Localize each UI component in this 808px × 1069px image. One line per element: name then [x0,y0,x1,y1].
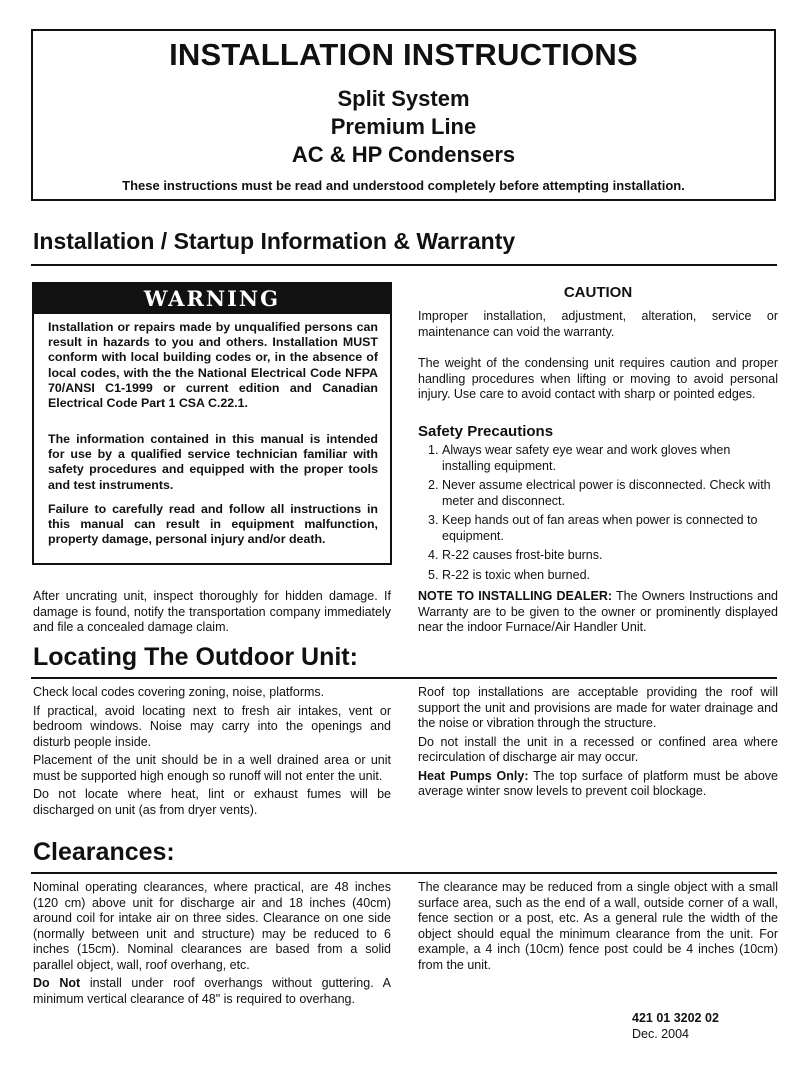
list-item [428,443,778,474]
list-item [428,478,778,509]
subtitle-line-2: Premium Line [330,114,477,139]
caution-paragraph: The weight of the condensing unit requires caution and proper handling procedures when lifting or moving to avoid personal injury. Use care to avoid contact with sharp or pointed edges. [418,356,778,401]
section-heading-locating: Locating The Outdoor Unit: [33,643,358,671]
heat-pump-label: Heat Pumps Only: [418,768,529,783]
warning-box [32,282,392,565]
warning-paragraph: Installation or repairs made by unqualified persons can result in hazards to you and others. Installation MUST conform with local building codes or, in the absence of local codes, with the the National Electrical Code NFPA 70/ANSI C1-1999 or current edition and Canadian Electrical Code Part 1 CSA C.22.1. [48,320,378,411]
clearances-left-column [33,880,391,1010]
paragraph: Do not locate where heat, lint or exhaust fumes will be discharged on unit (as from dryer vents). [33,787,391,817]
paragraph: Do not install the unit in a recessed or confined area where recirculation of discharge air may occur. [418,734,778,764]
item-text: Never assume electrical power is disconnected. Check with meter and disconnect. [442,478,771,508]
dealer-note-text: The Owners Instructions and Warranty are to be given to the owner or prominently displayed near the indoor Furnace/Air Handler Unit. [418,589,778,634]
item-number: 4. [428,548,439,562]
section-rule [31,872,777,874]
list-item [428,548,778,564]
read-instructions-notice: These instructions must be read and understood completely before attempting installation. [122,178,685,193]
caution-title: CAUTION [563,284,633,301]
uncrating-text: After uncrating unit, inspect thoroughly for hidden damage. If damage is found, notify the transportation company immediately and file a concealed damage claim. [33,589,391,634]
clearances-right-column [418,880,778,976]
do-not-label: Do Not [33,976,81,990]
item-text: R-22 is toxic when burned. [442,567,590,582]
title-box [31,29,776,201]
section-rule [31,677,777,679]
item-text: R-22 causes frost-bite burns. [442,548,603,562]
heat-pump-text: The top surface of platform must be above average winter snow levels to prevent coil blockage. [418,768,778,798]
document-number: 421 01 3202 02 [632,1011,719,1025]
do-not-paragraph [33,976,391,1007]
safety-precautions-list [428,443,778,587]
heat-pump-paragraph [418,769,778,800]
list-item [428,513,778,544]
paragraph: Nominal operating clearances, where practical, are 48 inches (120 cm) above unit for discharge air and 18 inches (40cm) around coil for intake air on three sides. Clearance on one side (normally between unit and structure) may be reduced to 6 inches (15cm). Nominal clearances are based from a solid parallel object, wall, roof overhang, etc. [33,880,391,972]
caution-paragraph: Improper installation, adjustment, alteration, service or maintenance can void the warranty. [418,309,778,339]
list-item [428,568,778,584]
subtitle-line-1: Split System [337,86,470,111]
item-number: 5. [428,567,439,582]
subtitle-line-3: AC & HP Condensers [291,142,516,167]
section-heading-installation: Installation / Startup Information & Warranty [33,228,516,254]
item-text: Always wear safety eye wear and work gloves when installing equipment. [442,443,731,473]
section-heading-clearances: Clearances: [33,838,175,866]
item-number: 3. [428,513,439,527]
dealer-note [418,589,778,636]
item-text: Keep hands out of fan areas when power is connected to equipment. [442,513,758,543]
document-title: INSTALLATION INSTRUCTIONS [169,37,638,72]
paragraph: Roof top installations are acceptable providing the roof will support the unit and provisions are made for water drainage and the noise or vibration through the structure. [418,685,778,730]
warning-paragraph: Failure to carefully read and follow all instructions in this manual can result in equipment malfunction, property damage, personal injury and/or death. [48,502,378,547]
item-number: 1. [428,443,439,457]
locating-right-column [418,685,778,803]
warning-label: WARNING [34,284,390,314]
do-not-text: install under roof overhangs without guttering. A minimum vertical clearance of 48" is required to overhang. [33,976,391,1006]
paragraph: The clearance may be reduced from a single object with a small surface area, such as the end of a wall, outside corner of a wall, fence section or a post, etc. As a general rule the width of the object should equal the minimum clearance from the unit. For example, a 4 inch (10cm) fence post could be 4 inches (10cm) from the unit. [418,880,778,972]
paragraph: Placement of the unit should be in a well drained area or unit must be supported high enough so runoff will not enter the unit. [33,753,391,783]
section-rule [31,264,777,266]
dealer-note-label: NOTE TO INSTALLING DEALER: [418,589,613,603]
document-date: Dec. 2004 [632,1027,689,1041]
paragraph: Check local codes covering zoning, noise, platforms. [33,685,325,699]
locating-left-column [33,685,391,821]
paragraph: If practical, avoid locating next to fresh air intakes, vent or bedroom windows. Noise may carry into the openings and disturb people inside. [33,703,391,749]
item-number: 2. [428,478,439,492]
warning-paragraph: The information contained in this manual is intended for use by a qualified service technician familiar with safety procedures and equipped with the proper tools and test instruments. [48,432,378,492]
safety-precautions-title: Safety Precautions [418,423,554,440]
